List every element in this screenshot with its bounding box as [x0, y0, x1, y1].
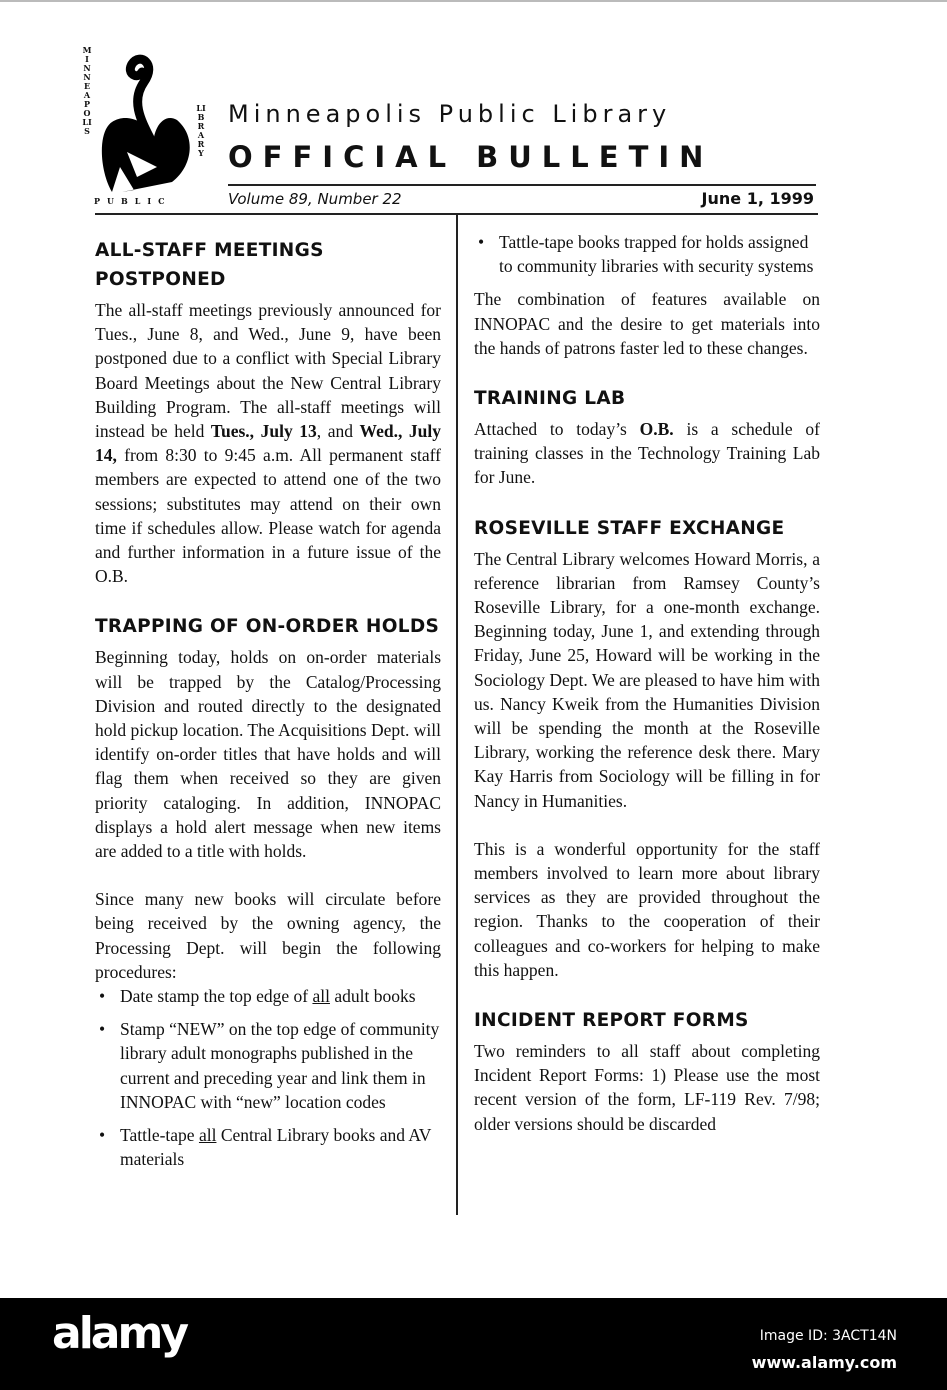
- list-item: [95, 1123, 441, 1171]
- bulletin-title: OFFICIAL BULLETIN: [228, 140, 714, 174]
- article-incident-report: Two reminders to all staff about completing Incident Report Forms: 1) Please use the most recent version of the form, LF-119 Rev. 7/98; older versions should be discarded: [474, 1041, 820, 1134]
- text: Attached to today’s: [474, 419, 640, 440]
- article-roseville-thanks: This is a wonderful opportunity for the staff members involved to learn more about library services as they are provided throughout the region. Thanks to the cooperation of their colleagues and co-workers for helping to make this happen.: [474, 838, 820, 980]
- date-bold: Tues., July 13: [210, 421, 317, 442]
- text: from 8:30 to 9:45 a.m. All permanent staff members are expected to attend one of the two sessions; substitutes may attend on their own time if schedules allow. Please watch for agenda and further information in a future issue of the O.B.: [95, 445, 441, 587]
- issue-date: June 1, 1999: [701, 189, 814, 208]
- library-logo: [82, 42, 212, 212]
- heading-training-lab: TRAINING LAB: [474, 388, 626, 410]
- text: Tattle-tape: [120, 1125, 199, 1146]
- list-item: • Stamp “NEW” on the top edge of community library adult monographs published in the current and preceding year and link them in INNOPAC with “new” location codes: [95, 1017, 441, 1114]
- site-url: www.alamy.com: [751, 1353, 897, 1372]
- column-divider: [456, 215, 458, 1215]
- article-all-staff-meetings: [95, 298, 441, 588]
- text: Date stamp the top edge of: [120, 986, 313, 1007]
- logo-vertical-left-text: MINNEAPOLIS: [82, 45, 92, 136]
- library-name: Minneapolis Public Library: [228, 100, 672, 128]
- heading-roseville-exchange: ROSEVILLE STAFF EXCHANGE: [474, 517, 785, 539]
- list-item: • Tattle-tape books trapped for holds assigned to community libraries with security systems: [474, 230, 820, 278]
- underlined-text: all: [312, 986, 330, 1007]
- logo-bottom-text: PUBLIC: [94, 196, 172, 206]
- underlined-text: all: [198, 1125, 217, 1146]
- date-bold: Wed., July 14,: [95, 421, 441, 466]
- text: , and: [316, 421, 360, 442]
- logo-vertical-right-text: LIBRARY: [196, 103, 206, 158]
- procedures-list: [95, 984, 441, 1171]
- text: is a schedule of training classes in the Technology Training Lab for June.: [474, 419, 821, 488]
- logo-m-mark-icon: [82, 42, 212, 212]
- header-rule: [228, 184, 816, 186]
- procedures-list-continued: [474, 230, 820, 278]
- text: The all-staff meetings previously announced for Tues., June 8, and Wed., June 9, have been postponed due to a conflict with Special Library Board Meetings about the New Central Library Building Program. The all-staff meetings will instead be held: [95, 300, 441, 442]
- heading-all-staff-meetings: ALL-STAFF MEETINGS POSTPONED: [95, 240, 324, 290]
- watermark-banner: [0, 1298, 947, 1390]
- text: adult books: [329, 986, 416, 1007]
- volume-number: Volume 89, Number 22: [228, 190, 402, 208]
- heading-incident-report: INCIDENT REPORT FORMS: [474, 1010, 749, 1032]
- ob-bold: O.B.: [639, 419, 674, 440]
- article-training-lab: [474, 417, 820, 490]
- list-item: [95, 984, 441, 1008]
- image-id: Image ID: 3ACT14N: [759, 1328, 897, 1344]
- left-column: [95, 236, 441, 1181]
- article-roseville-exchange: The Central Library welcomes Howard Morris, a reference librarian from Ramsey County’s Roseville Library, for a one-month exchange. Beginning today, June 1, and extending through Friday, June 25, Howard will be working in the Sociology Dept. We are pleased to have him with us. Nancy Kweik from the Humanities Division will be spending the month at the Roseville Library, working the reference desk there. Mary Kay Harris from Sociology will be filling in for Nancy in Humanities.: [474, 548, 820, 811]
- article-trapping-conclusion: The combination of features available on INNOPAC and the desire to get materials into the hands of patrons faster led to these changes.: [474, 289, 820, 358]
- alamy-logo: alamy: [52, 1308, 186, 1359]
- article-trapping-holds: Beginning today, holds on on-order materials will be trapped by the Catalog/Processing Division and routed directly to the designated hold pickup location. The Acquisitions Dept. will identify on-order titles that have holds and will flag them when received so they are given priority cataloging. In addition, INNOPAC displays a hold alert message when new items are added to a title with holds.: [95, 647, 441, 862]
- heading-trapping-holds: TRAPPING OF ON-ORDER HOLDS: [95, 616, 440, 638]
- page-top-edge: [0, 0, 947, 2]
- text: Central Library books and AV materials: [120, 1125, 432, 1170]
- right-column: [474, 230, 820, 1136]
- article-trapping-procedures-intro: Since many new books will circulate before being received by the owning agency, the Processing Dept. will begin the following procedures:: [95, 889, 441, 982]
